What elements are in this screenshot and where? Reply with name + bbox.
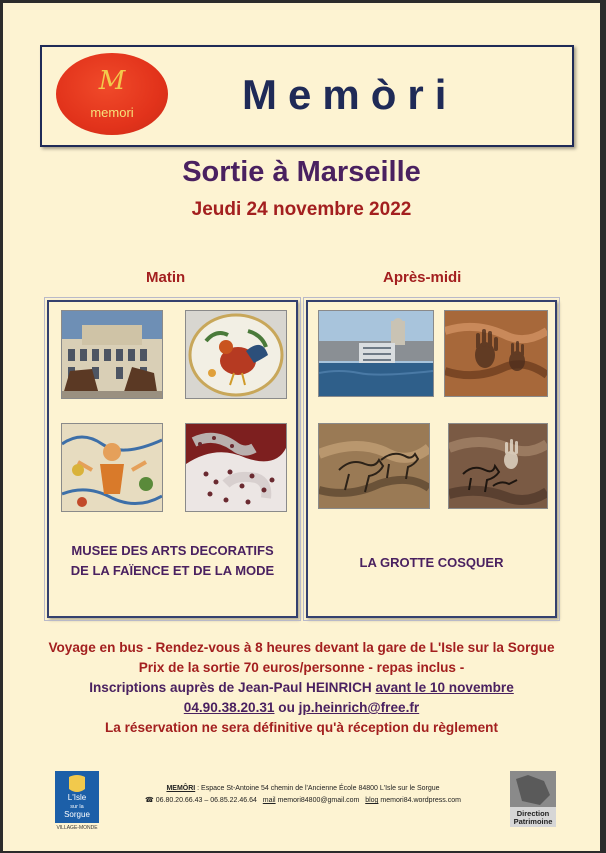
morning-caption-line1: MUSEE DES ARTS DECORATIFS: [71, 543, 274, 558]
svg-text:Direction: Direction: [516, 809, 550, 818]
footer-org: MEMÔRI: [166, 785, 196, 792]
contact-phone[interactable]: 04.90.38.20.31: [183, 700, 275, 715]
registration-deadline: avant le 10 novembre: [375, 680, 514, 695]
afternoon-panel: [306, 300, 557, 618]
crest-icon: [69, 775, 85, 792]
info-registration: [3, 680, 600, 695]
morning-label: Matin: [146, 269, 186, 286]
faience-figure-photo: [61, 423, 163, 512]
flyer-page: [3, 3, 600, 851]
svg-text:sur la: sur la: [70, 804, 84, 810]
footer-blog-label: blog: [365, 797, 379, 804]
info-travel: Voyage en bus - Rendez-vous à 8 heures devant la gare de L'Isle sur la Sorgue: [48, 640, 555, 655]
footer-mail[interactable]: memori84800@gmail.com: [277, 797, 360, 804]
svg-text:L'Isle: L'Isle: [67, 793, 87, 802]
afternoon-label: Après-midi: [383, 269, 462, 286]
header-banner: [40, 45, 574, 147]
event-date: Jeudi 24 novembre 2022: [191, 199, 412, 220]
footer-mail-label: mail: [262, 797, 276, 804]
isle-sur-la-sorgue-logo: [53, 771, 101, 831]
cave-handprint-photo: [444, 310, 548, 397]
afternoon-caption: LA GROTTE COSQUER: [359, 555, 504, 570]
registration-prefix: Inscriptions auprès de Jean-Paul HEINRICH: [89, 680, 372, 695]
leopard-ceramic-photo: [185, 423, 287, 512]
info-price: Prix de la sortie 70 euros/personne - repas inclus -: [138, 660, 465, 675]
info-contact: [3, 700, 600, 715]
contact-or: ou: [278, 700, 295, 715]
rooster-plate-photo: [185, 310, 287, 399]
footer-blog[interactable]: memori84.wordpress.com: [380, 797, 461, 804]
marseille-harbor-photo: [318, 310, 434, 397]
contact-email[interactable]: jp.heinrich@free.fr: [298, 700, 420, 715]
svg-text:Sorgue: Sorgue: [64, 810, 90, 819]
footer-address: [103, 785, 503, 792]
event-title: Sortie à Marseille: [182, 156, 421, 188]
logo-monogram: M: [98, 66, 126, 96]
cave-paintings-photo: [448, 423, 548, 509]
brand-title: Memòri: [242, 71, 458, 118]
footer-contacts: [103, 796, 503, 804]
footer-address-text: : Espace St-Antoine 54 chemin de l'Ancienne École 84800 L'Isle sur le Sorgue: [197, 785, 440, 792]
cave-horses-photo: [318, 423, 430, 509]
museum-building-photo: [61, 310, 163, 399]
morning-panel: [47, 300, 298, 618]
info-reservation: La réservation ne sera définitive qu'à réception du règlement: [104, 720, 499, 735]
logo-text: memori: [90, 105, 134, 120]
morning-caption-line2: DE LA FAÏENCE ET DE LA MODE: [70, 563, 275, 578]
footer-phones: ☎ 06.80.20.66.43 – 06.85.22.46.64: [145, 797, 257, 804]
memori-logo: [56, 53, 168, 135]
svg-text:VILLAGE-MONDE: VILLAGE-MONDE: [56, 825, 98, 831]
direction-patrimoine-logo: [510, 771, 556, 827]
svg-text:Patrimoine: Patrimoine: [513, 817, 553, 826]
